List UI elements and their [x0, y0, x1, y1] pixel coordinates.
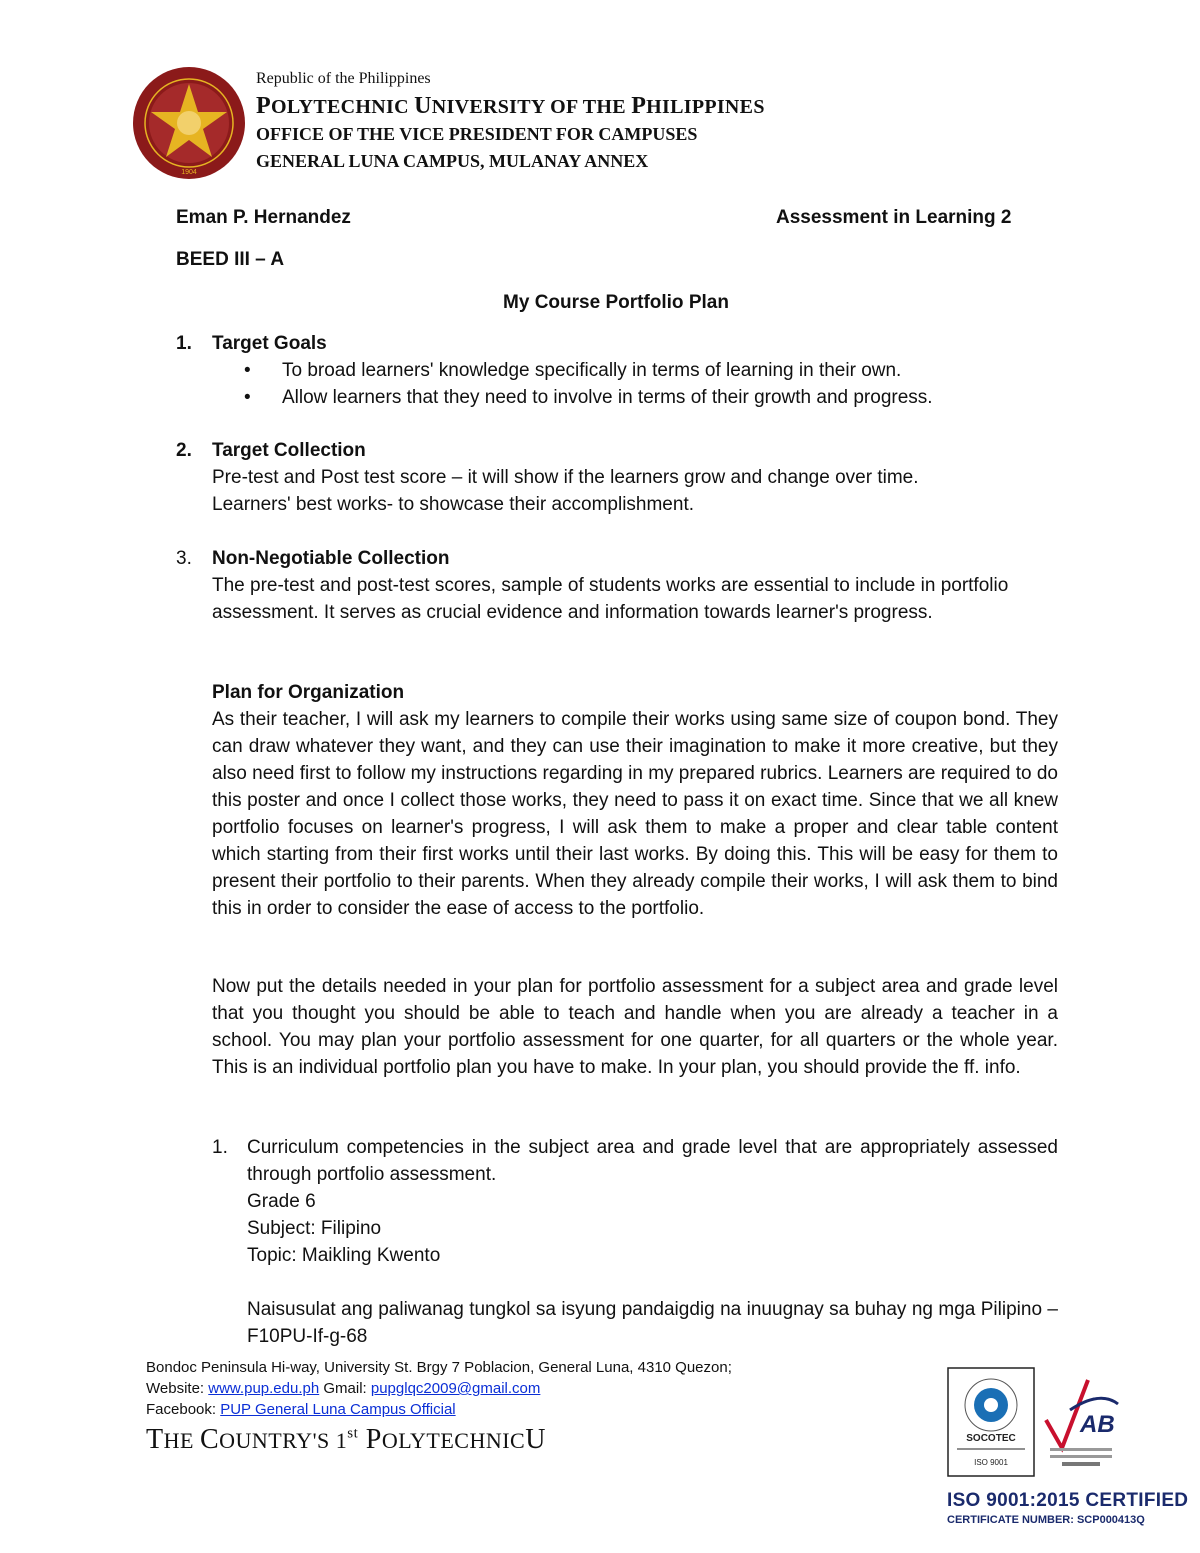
section-3-number: 3.	[176, 548, 192, 569]
course-name: Assessment in Learning 2	[776, 207, 1012, 228]
footer-contact	[146, 1357, 732, 1420]
website-link[interactable]: www.pup.edu.ph	[208, 1380, 320, 1397]
organization-text: As their teacher, I will ask my learners to compile their works using same size of coupon bond. They can draw whatever they want, and they can use their imagination to make it more creative, but they also need first to follow my instructions regarding in my prepared rubrics. Learners are required to do this poster and once I collect those works, they need to pass it on exact time. Since that we all knew portfolio focuses on learner's progress, I will ask them to make a proper and clear table content which starting from their first works until their last works. By doing this. This will be easy for them to present their portfolio to their parents. When they already compile their works, I will ask them to bind this in order to consider the ease of access to the portfolio.	[212, 709, 1058, 919]
student-section: BEED III – A	[176, 249, 285, 270]
iso-badge-label: ISO 9001	[974, 1458, 1008, 1467]
university-motto: THE COUNTRY'S 1st POLYTECHNICU	[146, 1424, 546, 1455]
republic-line: Republic of the Philippines	[256, 70, 431, 87]
section-2-heading: Target Collection	[212, 440, 366, 461]
student-name: Eman P. Hernandez	[176, 207, 351, 228]
item-1-number: 1.	[212, 1137, 228, 1158]
section-3-heading: Non-Negotiable Collection	[212, 548, 450, 569]
list-item: Allow learners that they need to involve in terms of their growth and progress.	[282, 387, 933, 408]
item-1-text: Curriculum competencies in the subject area and grade level that are appropriately assessed through portfolio assessment.	[247, 1137, 1058, 1185]
socotec-label: SOCOTEC	[966, 1433, 1016, 1444]
iso-certified-label: ISO 9001:2015 CERTIFIED	[947, 1490, 1189, 1511]
footer-facebook-line	[146, 1399, 732, 1420]
office-line: OFFICE OF THE VICE PRESIDENT FOR CAMPUSES	[256, 124, 698, 144]
bullet-icon: •	[244, 387, 251, 408]
section-3-text: The pre-test and post-test scores, sample of students works are essential to include in portfolio assessment. It serves as crucial evidence and information towards learner's progress.	[212, 575, 1009, 623]
gmail-label: Gmail:	[323, 1380, 367, 1397]
vab-accreditation-logo	[1040, 1370, 1120, 1475]
facebook-link[interactable]: PUP General Luna Campus Official	[220, 1401, 456, 1418]
socotec-iso-badge	[947, 1367, 1035, 1477]
campus-line: GENERAL LUNA CAMPUS, MULANAY ANNEX	[256, 151, 649, 171]
section-2-number: 2.	[176, 440, 192, 461]
bullet-icon: •	[244, 360, 251, 381]
section-1-heading: Target Goals	[212, 333, 327, 354]
instructions-text: Now put the details needed in your plan for portfolio assessment for a subject area and grade level that you thought you should be able to teach and handle when you are already a teacher in a school. You may plan your portfolio assessment for one quarter, for all quarters or the whole year. This is an individual portfolio plan you have to make. In your plan, you should provide the ff. info.	[212, 976, 1058, 1078]
document-title: My Course Portfolio Plan	[503, 292, 729, 313]
section-1-number: 1.	[176, 333, 192, 354]
facebook-label: Facebook:	[146, 1401, 217, 1418]
subject-line: Subject: Filipino	[247, 1218, 382, 1239]
seal-year: 1904	[181, 169, 197, 176]
section-2-line: Pre-test and Post test score – it will show if the learners grow and change over time.	[212, 467, 919, 488]
university-name: POLYTECHNIC UNIVERSITY OF THE PHILIPPINES	[256, 93, 765, 119]
competency-text: Naisusulat ang paliwanag tungkol sa isyung pandaigdig na inuugnay sa buhay ng mga Pilipino – F10PU-If-g-68	[247, 1299, 1058, 1347]
organization-heading: Plan for Organization	[212, 682, 405, 703]
certificate-number: CERTIFICATE NUMBER: SCP000413Q	[947, 1514, 1145, 1526]
topic-line: Topic: Maikling Kwento	[247, 1245, 441, 1266]
list-item: To broad learners' knowledge specifically in terms of learning in their own.	[282, 360, 902, 381]
footer-web-line	[146, 1378, 732, 1399]
gmail-link[interactable]: pupglqc2009@gmail.com	[370, 1380, 541, 1397]
grade-line: Grade 6	[247, 1191, 316, 1212]
vab-text: AB	[1080, 1411, 1115, 1438]
footer-address: Bondoc Peninsula Hi-way, University St. Brgy 7 Poblacion, General Luna, 4310 Quezon;	[146, 1359, 732, 1376]
pup-seal-logo	[132, 66, 246, 180]
website-label: Website:	[146, 1380, 205, 1397]
section-2-line: Learners' best works- to showcase their accomplishment.	[212, 494, 694, 515]
